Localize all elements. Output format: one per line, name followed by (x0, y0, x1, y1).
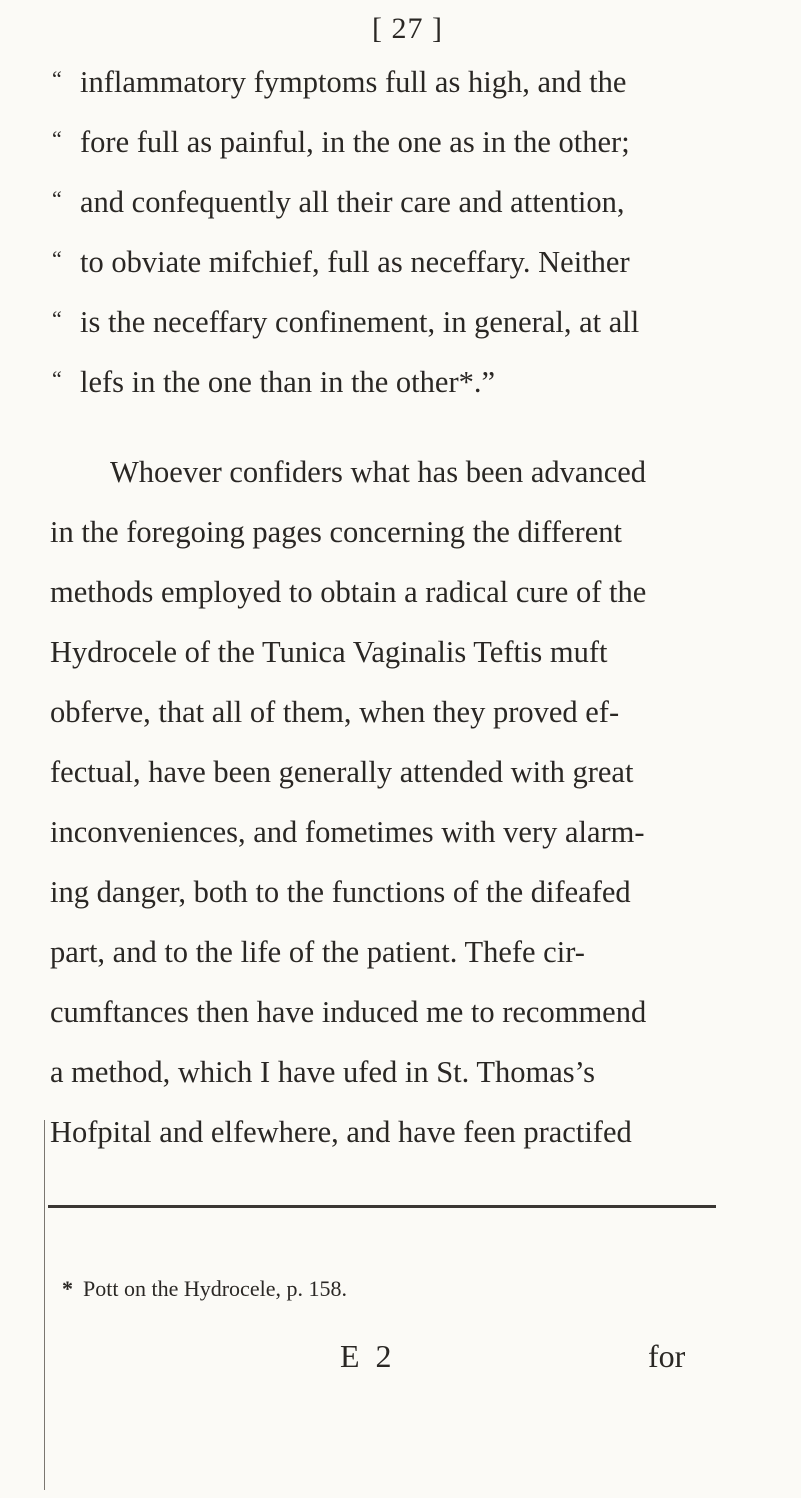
quote-mark: “ (52, 186, 62, 211)
quote-mark: “ (52, 306, 62, 331)
quote-text: is the neceffary confinement, in general, at all (80, 305, 640, 339)
quote-line (52, 307, 639, 338)
gutter-line (44, 1120, 45, 1490)
paragraph-line: Hydrocele of the Tunica Vaginalis Teftis muft (50, 635, 608, 669)
signature-mark: E 2 (340, 1338, 396, 1374)
quote-line (52, 67, 626, 98)
paragraph-line: part, and to the life of the patient. Thefe cir- (50, 935, 585, 969)
footnote-text: Pott on the Hydrocele, p. 158. (83, 1276, 347, 1301)
quote-mark: “ (52, 246, 62, 271)
paragraph-line: obferve, that all of them, when they proved ef- (50, 695, 620, 729)
quote-text: fore full as painful, in the one as in the other; (80, 125, 630, 159)
footnote (62, 1276, 347, 1302)
quote-line (52, 127, 630, 158)
quote-line (52, 367, 495, 398)
quote-line (52, 187, 625, 218)
quote-text: and confequently all their care and attention, (80, 185, 625, 219)
quote-text: lefs in the one than in the other*.” (80, 365, 496, 399)
paragraph-line: fectual, have been generally attended with great (50, 755, 634, 789)
catchword: for (648, 1338, 686, 1374)
quote-mark: “ (52, 126, 62, 151)
paragraph-line: cumftances then have induced me to recommend (50, 995, 647, 1029)
quote-mark: “ (52, 66, 62, 91)
paragraph-line: Hofpital and elfewhere, and have feen practifed (50, 1115, 632, 1149)
footnote-marker: * (62, 1276, 73, 1301)
page-number: [ 27 ] (372, 12, 443, 45)
paragraph-line: ing danger, both to the functions of the difeafed (50, 875, 631, 909)
paragraph-line: in the foregoing pages concerning the different (50, 515, 622, 549)
paragraph-line: Whoever confiders what has been advanced (110, 455, 647, 489)
quote-mark: “ (52, 366, 62, 391)
quote-text: to obviate mifchief, full as neceffary. Neither (80, 245, 630, 279)
paragraph-line: inconveniences, and fometimes with very alarm- (50, 815, 645, 849)
paragraph-line: a method, which I have ufed in St. Thomas’s (50, 1055, 595, 1089)
footnote-rule (48, 1205, 716, 1208)
paragraph-line: methods employed to obtain a radical cure of the (50, 575, 647, 609)
quote-text: inflammatory fymptoms full as high, and the (80, 65, 627, 99)
quote-line (52, 247, 630, 278)
